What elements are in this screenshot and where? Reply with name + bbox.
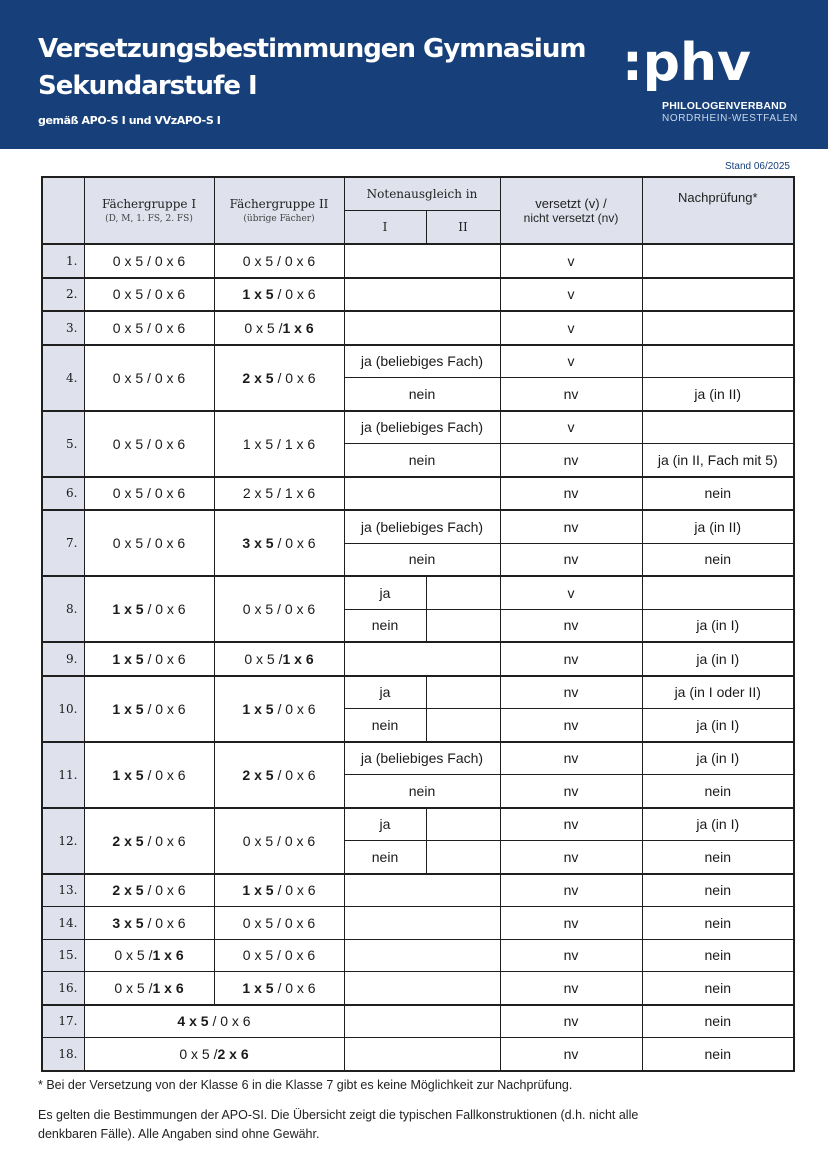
- header-number: [42, 177, 84, 244]
- table-row: nein nv nein: [42, 841, 794, 874]
- header-fg1: Fächergruppe I (D, M, 1. FS, 2. FS): [84, 177, 214, 244]
- table-row: 3. 0 x 5 / 0 x 6 0 x 5 /1 x 6 v: [42, 311, 794, 345]
- svg-text::phv: :phv: [622, 33, 751, 92]
- table-row: nein nv ja (in II, Fach mit 5): [42, 444, 794, 477]
- table-row: nein nv ja (in II): [42, 378, 794, 411]
- footnote: * Bei der Versetzung von der Klasse 6 in die Klasse 7 gibt es keine Möglichkeit zur Nachprüfung.: [38, 1078, 573, 1092]
- table-row: 9. 1 x 5 / 0 x 6 0 x 5 /1 x 6 nv ja (in I): [42, 642, 794, 676]
- logo-line-1: PHILOLOGENVERBAND: [662, 100, 787, 112]
- table-row: nein nv ja (in I): [42, 709, 794, 742]
- header-ausgleich-ii: II: [426, 211, 500, 245]
- table-row: 16. 0 x 5 /1 x 6 1 x 5 / 0 x 6 nv nein: [42, 972, 794, 1005]
- table-row: 11. 1 x 5 / 0 x 6 2 x 5 / 0 x 6 ja (beliebiges Fach) nv ja (in I): [42, 742, 794, 775]
- table-row: 12. 2 x 5 / 0 x 6 0 x 5 / 0 x 6 ja nv ja (in I): [42, 808, 794, 841]
- table-row: 7. 0 x 5 / 0 x 6 3 x 5 / 0 x 6 ja (beliebiges Fach) nv ja (in II): [42, 510, 794, 543]
- header-versetzt: versetzt (v) / nicht versetzt (nv): [500, 177, 642, 244]
- phv-logo: [622, 32, 798, 128]
- table-row: 18. 0 x 5 /2 x 6 nv nein: [42, 1038, 794, 1071]
- table-row: 15. 0 x 5 /1 x 6 0 x 5 / 0 x 6 nv nein: [42, 939, 794, 972]
- header-notenausgleich: Notenausgleich in: [344, 177, 500, 211]
- page-title-line2: Sekundarstufe I: [38, 71, 257, 101]
- table-row: 17. 4 x 5 / 0 x 6 nv nein: [42, 1005, 794, 1038]
- stand-date: Stand 06/2025: [724, 161, 790, 172]
- disclaimer: Es gelten die Bestimmungen der APO-SI. Die Übersicht zeigt die typischen Fallkonstruktionen (d.h. nicht alle denkbaren Fälle). Alle Angaben sind ohne Gewähr.: [38, 1108, 639, 1141]
- table-row: nein nv ja (in I): [42, 609, 794, 642]
- table-row: 13. 2 x 5 / 0 x 6 1 x 5 / 0 x 6 nv nein: [42, 874, 794, 907]
- table-row: 10. 1 x 5 / 0 x 6 1 x 5 / 0 x 6 ja nv ja (in I oder II): [42, 676, 794, 709]
- logo-line-2: NORDRHEIN-WESTFALEN: [662, 113, 798, 124]
- table-row: 2. 0 x 5 / 0 x 6 1 x 5 / 0 x 6 v: [42, 278, 794, 312]
- header-nachpruefung: Nachprüfung*: [642, 177, 794, 244]
- table-row: 6. 0 x 5 / 0 x 6 2 x 5 / 1 x 6 nv nein: [42, 477, 794, 511]
- table-row: 8. 1 x 5 / 0 x 6 0 x 5 / 0 x 6 ja v: [42, 576, 794, 609]
- table-row: nein nv nein: [42, 543, 794, 576]
- table-row: 5. 0 x 5 / 0 x 6 1 x 5 / 1 x 6 ja (beliebiges Fach) v: [42, 411, 794, 444]
- page-subtitle: gemäß APO-S I und VVzAPO-S I: [38, 114, 221, 127]
- table-row: nein nv nein: [42, 775, 794, 808]
- page-title: Versetzungsbestimmungen Gymnasium: [38, 34, 586, 64]
- header-ausgleich-i: I: [344, 211, 426, 245]
- header-banner: [0, 0, 828, 149]
- header-fg2: Fächergruppe II (übrige Fächer): [214, 177, 344, 244]
- versetzung-table: [41, 176, 795, 1072]
- table-row: 14. 3 x 5 / 0 x 6 0 x 5 / 0 x 6 nv nein: [42, 907, 794, 940]
- table-row: 1. 0 x 5 / 0 x 6 0 x 5 / 0 x 6 v: [42, 244, 794, 278]
- phv-logo-mark: [622, 32, 792, 92]
- table-row: 4. 0 x 5 / 0 x 6 2 x 5 / 0 x 6 ja (beliebiges Fach) v: [42, 345, 794, 378]
